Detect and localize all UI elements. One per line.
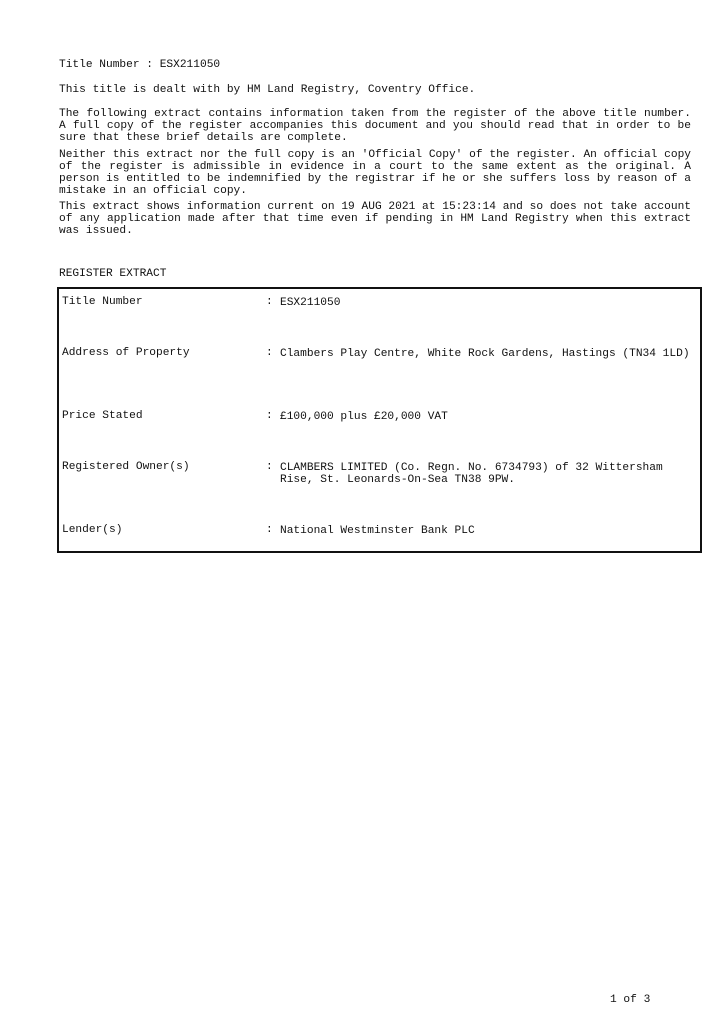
currency-paragraph: This extract shows information current on 19 AUG 2021 at 15:23:14 and so does not take account of any application made after that time even if pending in HM Land Registry when this extract was issued. (59, 201, 691, 237)
register-label: Address of Property (62, 347, 190, 359)
title-number-line: Title Number : ESX211050 (59, 59, 221, 71)
official-copy-paragraph: Neither this extract nor the full copy is an 'Official Copy' of the register. An official copy of the register is admissible in evidence in a court to the same extent as the original. A person is entitled to be indemnified by the registrar if he or she suffers loss by reason of a mistake in an official copy. (59, 149, 691, 197)
register-colon: : (266, 410, 273, 422)
register-label: Lender(s) (62, 524, 123, 536)
register-colon: : (266, 347, 273, 359)
register-value: CLAMBERS LIMITED (Co. Regn. No. 6734793) of 32 Wittersham Rise, St. Leonards-On-Sea TN38 9PW. (280, 462, 663, 486)
intro-paragraph: The following extract contains information taken from the register of the above title number. A full copy of the register accompanies this document and you should read that in order to be sure that these brief details are complete. (59, 108, 691, 144)
office-line: This title is dealt with by HM Land Registry, Coventry Office. (59, 84, 476, 96)
register-value: National Westminster Bank PLC (280, 525, 475, 537)
register-colon: : (266, 296, 273, 308)
register-colon: : (266, 524, 273, 536)
register-label: Price Stated (62, 410, 143, 422)
register-value: ESX211050 (280, 297, 341, 309)
register-value: Clambers Play Centre, White Rock Gardens, Hastings (TN34 1LD) (280, 348, 690, 360)
page-number: 1 of 3 (610, 994, 651, 1006)
register-label: Title Number (62, 296, 143, 308)
register-colon: : (266, 461, 273, 473)
register-extract-heading: REGISTER EXTRACT (59, 268, 167, 280)
register-extract-box (57, 287, 702, 553)
register-value: £100,000 plus £20,000 VAT (280, 411, 448, 423)
register-label: Registered Owner(s) (62, 461, 190, 473)
